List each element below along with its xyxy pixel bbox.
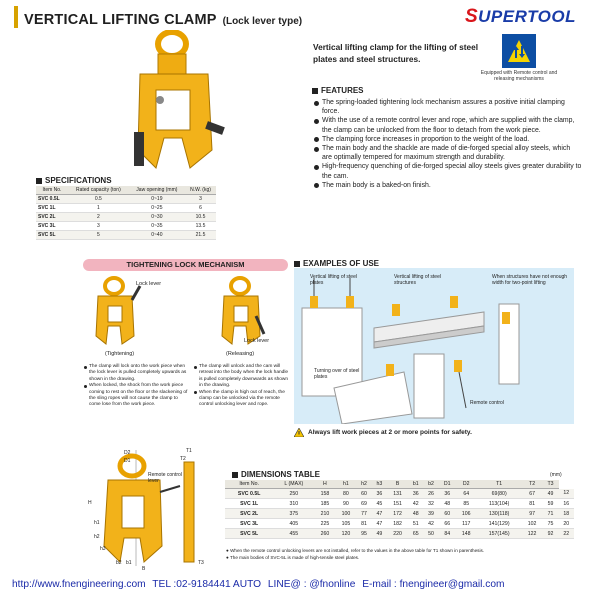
line-id: LINE@ : @fnonline — [267, 579, 356, 590]
table-cell: 455 — [273, 529, 314, 539]
table-cell: 113(104) — [477, 499, 522, 509]
column-header: T3 — [543, 480, 559, 489]
feature-item: The spring-loaded tightening lock mechanism assures a positive initial clamping force. — [314, 98, 582, 116]
example-label-turning: Turning over of steel plates — [314, 368, 360, 380]
examples-illustration — [294, 268, 574, 424]
table-cell: 81 — [356, 519, 371, 529]
column-header: h3 — [372, 480, 387, 489]
tightening-clamp-illustration — [92, 276, 142, 346]
table-cell: 69 — [356, 499, 371, 509]
column-header: N.W. (kg) — [185, 186, 216, 195]
table-cell: 185 — [314, 499, 335, 509]
examples-heading-text: EXAMPLES OF USE — [303, 259, 380, 268]
dim-label: b2 — [116, 560, 122, 566]
table-cell: 60 — [439, 509, 456, 519]
intro-text: Vertical lifting clamp for the lifting of steel plates and steel structures. — [313, 42, 479, 64]
releasing-caption: (Releasing) — [226, 351, 255, 357]
table-header-row — [225, 480, 574, 489]
table-cell: 0.5 — [68, 195, 129, 204]
note-item: ● When the remote control unlocking levers are not installed, refer to the values in the above table for T1 shown in parenthesis. — [226, 548, 484, 555]
lock-lever-label-2: Lock lever — [244, 338, 270, 344]
table-row — [36, 213, 216, 222]
table-cell: 22 — [559, 529, 575, 539]
table-cell: 95 — [356, 529, 371, 539]
table-cell: SVC 3L — [225, 519, 273, 529]
dim-label: h2 — [94, 534, 100, 540]
dim-label: T1 — [186, 448, 192, 454]
brand-name: UPERTOOL — [478, 7, 576, 26]
table-cell: 158 — [314, 489, 335, 499]
features-heading-text: FEATURES — [321, 86, 364, 95]
table-cell: 60 — [356, 489, 371, 499]
specifications-table — [36, 186, 216, 240]
list-item: When the clamp is high out of reach, the clamp can be unlocked via the remote control unlocking lever and rope. — [194, 390, 292, 409]
table-cell: 66 — [439, 519, 456, 529]
table-cell: 36 — [408, 489, 423, 499]
tightening-list — [84, 364, 188, 409]
table-cell: SVC 0.5L — [36, 195, 68, 204]
table-cell: 39 — [423, 509, 438, 519]
page-title-bar — [14, 6, 302, 28]
page-title: VERTICAL LIFTING CLAMP — [24, 12, 217, 28]
table-cell: 49 — [372, 529, 387, 539]
dim-label: T2 — [180, 456, 186, 462]
dim-label: b1 — [126, 560, 132, 566]
website-link[interactable]: http://www.fnengineering.com — [12, 579, 146, 590]
table-cell: 13.5 — [185, 222, 216, 231]
safety-note-text: Always lift work pieces at 2 or more points for safety. — [308, 429, 472, 436]
table-cell: 26 — [423, 489, 438, 499]
table-cell: 3 — [68, 222, 129, 231]
column-header: L (MAX) — [273, 480, 314, 489]
table-cell: 51 — [408, 519, 423, 529]
table-row — [36, 195, 216, 204]
table-cell: 105 — [335, 519, 356, 529]
table-cell: 0~35 — [129, 222, 185, 231]
email-address[interactable]: E-mail : fnengineer@gmail.com — [362, 579, 505, 590]
features-list — [314, 98, 582, 190]
table-cell: SVC 5L — [225, 529, 273, 539]
table-cell: 0~40 — [129, 231, 185, 240]
tightening-caption: (Tightening) — [105, 351, 135, 357]
table-cell: 36 — [439, 489, 456, 499]
safety-note — [294, 428, 472, 437]
table-cell: 375 — [273, 509, 314, 519]
table-row — [36, 231, 216, 240]
table-cell: 85 — [456, 499, 477, 509]
table-cell: 0~19 — [129, 195, 185, 204]
clamp-illustration — [120, 30, 230, 175]
table-cell: 157(145) — [477, 529, 522, 539]
table-cell: 32 — [423, 499, 438, 509]
table-cell: 0~30 — [129, 213, 185, 222]
table-cell: 172 — [387, 509, 408, 519]
table-cell: 220 — [387, 529, 408, 539]
column-header: Rated capacity (ton) — [68, 186, 129, 195]
column-header: Item No. — [36, 186, 68, 195]
table-cell: 1 — [68, 204, 129, 213]
specifications-heading-text: SPECIFICATIONS — [45, 176, 112, 185]
table-cell: 117 — [456, 519, 477, 529]
table-cell: 47 — [372, 509, 387, 519]
table-row — [36, 204, 216, 213]
table-cell: 405 — [273, 519, 314, 529]
column-header: b2 — [423, 480, 438, 489]
brand-initial: S — [464, 6, 479, 27]
column-header: Jaw opening (mm) — [129, 186, 185, 195]
example-label-structures: Vertical lifting of steel structures — [394, 274, 441, 286]
dimensions-heading — [232, 470, 320, 479]
dim-label: h1 — [94, 520, 100, 526]
feature-item: The main body is a baked-on finish. — [314, 181, 582, 190]
table-cell: 310 — [273, 499, 314, 509]
table-cell: 122 — [522, 529, 543, 539]
table-row — [225, 509, 574, 519]
table-cell: 2 — [68, 213, 129, 222]
dim-label: H — [88, 500, 92, 506]
table-cell: 64 — [456, 489, 477, 499]
table-cell: 16 — [559, 499, 575, 509]
table-cell: 65 — [408, 529, 423, 539]
table-cell: 100 — [335, 509, 356, 519]
table-row — [36, 222, 216, 231]
table-cell: 75 — [543, 519, 559, 529]
table-cell: 10.5 — [185, 213, 216, 222]
dimensions-heading-text: DIMENSIONS TABLE — [241, 470, 320, 479]
phone-number: TEL :02-9184441 AUTO — [152, 579, 262, 590]
table-cell: 49 — [543, 489, 559, 499]
table-cell: 97 — [522, 509, 543, 519]
releasing-list — [194, 364, 292, 409]
table-cell: 48 — [408, 509, 423, 519]
lock-mechanism-heading: TIGHTENING LOCK MECHANISM — [83, 259, 288, 271]
table-cell: 6 — [185, 204, 216, 213]
table-cell: 260 — [314, 529, 335, 539]
table-cell: 92 — [543, 529, 559, 539]
table-row — [225, 519, 574, 529]
examples-heading — [294, 259, 379, 268]
table-cell: 130(118) — [477, 509, 522, 519]
table-cell: 47 — [372, 519, 387, 529]
table-row — [225, 489, 574, 499]
contact-footer — [12, 579, 592, 590]
remote-control-badge — [474, 34, 564, 82]
remote-control-icon — [502, 34, 536, 68]
table-cell: 120 — [335, 529, 356, 539]
dim-label: D1 — [124, 458, 131, 464]
table-cell: 48 — [439, 499, 456, 509]
features-heading — [312, 86, 364, 95]
column-header: B — [387, 480, 408, 489]
lock-lever-label: Lock lever — [136, 281, 162, 287]
table-cell: 5 — [68, 231, 129, 240]
table-cell: SVC 2L — [36, 213, 68, 222]
releasing-clamp-illustration — [218, 276, 268, 346]
table-cell: 59 — [543, 499, 559, 509]
dim-label: D2 — [124, 450, 131, 456]
table-row — [225, 529, 574, 539]
table-cell: 67 — [522, 489, 543, 499]
example-label-plates: Vertical lifting of steel plates — [310, 274, 357, 286]
unit-label: (mm) — [550, 472, 562, 478]
table-cell: 12 — [559, 489, 575, 499]
table-cell: 102 — [522, 519, 543, 529]
dimensions-table — [225, 480, 574, 539]
brand-logo — [465, 6, 576, 28]
table-cell: 69(80) — [477, 489, 522, 499]
dim-label: B — [142, 566, 146, 572]
table-cell: 36 — [372, 489, 387, 499]
table-cell: 45 — [372, 499, 387, 509]
list-item: The clamp will unlock and the cam will retreat into the body when the lock handle is pulled completely downwards as shown in the drawing. — [194, 364, 292, 390]
remote-lever-label: Remote control lever — [148, 472, 182, 484]
column-header: Item No. — [225, 480, 273, 489]
table-cell: SVC 1L — [225, 499, 273, 509]
feature-item: High-frequency quenching of die-forged special alloy steels gives greater durability to the cam. — [314, 162, 582, 180]
table-cell: 81 — [522, 499, 543, 509]
column-header: T1 — [477, 480, 522, 489]
column-header: b1 — [408, 480, 423, 489]
table-cell: 71 — [543, 509, 559, 519]
page-subtitle: (Lock lever type) — [222, 16, 303, 27]
table-cell: 77 — [356, 509, 371, 519]
table-cell: 131 — [387, 489, 408, 499]
table-cell: 80 — [335, 489, 356, 499]
table-cell: SVC 1L — [36, 204, 68, 213]
dim-label: T3 — [198, 560, 204, 566]
table-cell: SVC 0.5L — [225, 489, 273, 499]
column-header: h2 — [356, 480, 371, 489]
table-cell: 84 — [439, 529, 456, 539]
examples-panel — [294, 268, 574, 424]
column-header: T2 — [522, 480, 543, 489]
table-cell: 3 — [185, 195, 216, 204]
list-item: The clamp will lock onto the work piece when the lock lever is pulled completely upwards as shown in the drawing. — [84, 364, 188, 383]
table-cell: 90 — [335, 499, 356, 509]
warning-icon — [294, 428, 304, 437]
example-label-narrow: When structures have not enough width for two-point lifting — [492, 274, 568, 286]
column-header: D1 — [439, 480, 456, 489]
remote-control-caption: Equipped with Remote control and releasing mechanisms — [480, 70, 558, 82]
table-header-row — [36, 186, 216, 195]
dim-label: h3 — [100, 546, 106, 552]
table-row — [225, 499, 574, 509]
table-cell: 50 — [423, 529, 438, 539]
table-cell: 210 — [314, 509, 335, 519]
feature-item: The clamping force increases in proportion to the weight of the load. — [314, 135, 582, 144]
table-cell: SVC 2L — [225, 509, 273, 519]
table-cell: 42 — [423, 519, 438, 529]
specifications-heading — [36, 176, 112, 185]
column-header: h1 — [335, 480, 356, 489]
list-item: When locked, the shock from the work piece coming to rest on the floor or the slackening of the sling ropes will not cause the clamp to come lose from the work piece. — [84, 383, 188, 409]
example-label-remote: Remote control — [470, 400, 504, 406]
table-cell: 182 — [387, 519, 408, 529]
column-header: D2 — [456, 480, 477, 489]
table-cell: 20 — [559, 519, 575, 529]
table-cell: SVC 5L — [36, 231, 68, 240]
table-cell: 0~25 — [129, 204, 185, 213]
feature-item: With the use of a remote control lever and rope, which are supplied with the clamp, the clamp can be unlocked from the floor to detach from the work piece. — [314, 116, 582, 134]
table-cell: 106 — [456, 509, 477, 519]
table-cell: 148 — [456, 529, 477, 539]
table-cell: 42 — [408, 499, 423, 509]
column-header: H — [314, 480, 335, 489]
table-cell: 141(129) — [477, 519, 522, 529]
note-item: ● The main bodies of SVC-5L is made of high-tensile steel plates. — [226, 555, 484, 562]
table-cell: 151 — [387, 499, 408, 509]
table-cell: 21.5 — [185, 231, 216, 240]
table-cell: 225 — [314, 519, 335, 529]
table-cell: 250 — [273, 489, 314, 499]
dimensions-notes — [226, 548, 484, 561]
table-cell: SVC 3L — [36, 222, 68, 231]
table-cell: 18 — [559, 509, 575, 519]
feature-item: The main body and the shackle are made of die-forged special alloy steels, which are optimally tempered for maximum strength and durability. — [314, 144, 582, 162]
